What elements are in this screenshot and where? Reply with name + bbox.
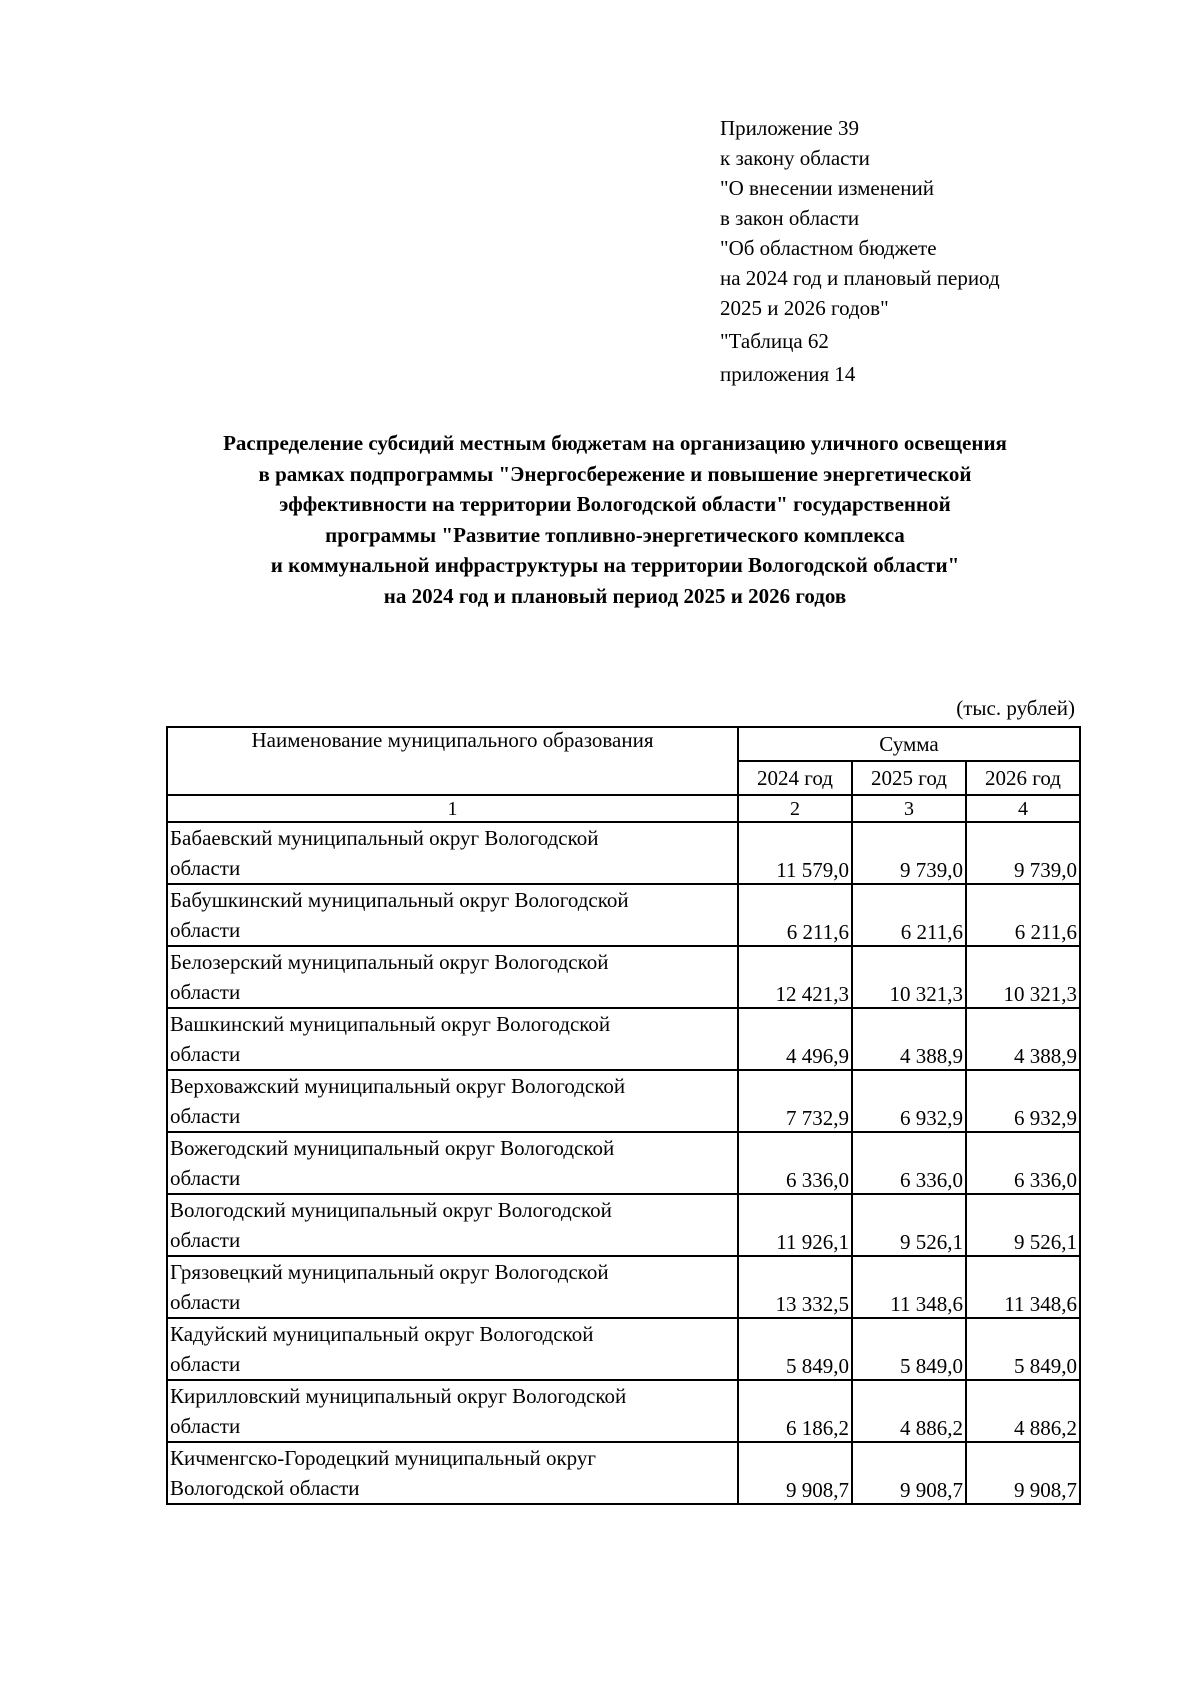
table-row: [167, 1256, 1080, 1318]
title-line: и коммунальной инфраструктуры на территории Вологодской области": [270, 553, 960, 577]
table-row: [167, 1442, 1080, 1504]
title-line: на 2024 год и плановый период 2025 и 2026 годов: [383, 583, 847, 608]
title-line: эффективности на территории Вологодской области" государственной: [279, 492, 951, 516]
amount-2026: 9 526,1: [966, 1194, 1080, 1256]
name-line: Вашкинский муниципальный округ Вологодской: [170, 1012, 611, 1036]
name-line: области: [170, 1414, 241, 1438]
municipality-name: [167, 884, 738, 946]
name-line: Бабаевский муниципальный округ Вологодской: [170, 826, 599, 850]
header-sum: Сумма: [738, 727, 1080, 761]
header-index: 3: [852, 795, 966, 822]
amount-2025: 9 908,7: [852, 1442, 966, 1504]
municipality-name: [167, 1442, 738, 1504]
amount-2026: 10 321,3: [966, 946, 1080, 1008]
table-row: [167, 1194, 1080, 1256]
header-year-2024: 2024 год: [738, 761, 852, 795]
appendix-line: Приложение 39: [720, 116, 859, 140]
name-line: области: [170, 1290, 241, 1314]
name-line: Верховажский муниципальный округ Вологодской: [170, 1074, 626, 1098]
title-line: Распределение субсидий местным бюджетам на организацию уличного освещения: [223, 431, 1007, 455]
name-line: области: [170, 1166, 241, 1190]
name-line: области: [170, 1228, 241, 1252]
name-line: области: [170, 856, 241, 880]
amount-2026: 11 348,6: [966, 1256, 1080, 1318]
amount-2025: 6 336,0: [852, 1132, 966, 1194]
municipality-name: [167, 1194, 738, 1256]
municipality-name: [167, 1132, 738, 1194]
subsidy-table: [166, 726, 1081, 1505]
appendix-line: на 2024 год и плановый период: [720, 266, 1000, 290]
amount-2026: 9 908,7: [966, 1442, 1080, 1504]
table-row: [167, 884, 1080, 946]
amount-2024: 13 332,5: [738, 1256, 852, 1318]
header-index: 2: [738, 795, 852, 822]
header-name: Наименование муниципального образования: [167, 727, 738, 795]
amount-2025: 5 849,0: [852, 1318, 966, 1380]
amount-2026: 4 886,2: [966, 1380, 1080, 1442]
name-line: Кичменгско-Городецкий муниципальный округ: [170, 1446, 596, 1470]
municipality-name: [167, 1256, 738, 1318]
header-index: 4: [966, 795, 1080, 822]
appendix-line: к закону области: [720, 146, 870, 170]
name-line: области: [170, 1042, 241, 1066]
table-row: [167, 822, 1080, 884]
municipality-name: [167, 822, 738, 884]
amount-2024: 9 908,7: [738, 1442, 852, 1504]
amount-2025: 9 739,0: [852, 822, 966, 884]
amount-2026: 5 849,0: [966, 1318, 1080, 1380]
name-line: области: [170, 1104, 241, 1128]
title-line: программы "Развитие топливно-энергетического комплекса: [325, 522, 905, 547]
table-row: [167, 1008, 1080, 1070]
title-line: в рамках подпрограммы "Энергосбережение и повышение энергетической: [258, 461, 972, 486]
amount-2024: 6 186,2: [738, 1380, 852, 1442]
name-line: области: [170, 918, 241, 942]
name-line: области: [170, 1352, 241, 1376]
amount-2024: 5 849,0: [738, 1318, 852, 1380]
appendix-line: в закон области: [720, 206, 860, 230]
amount-2026: 6 932,9: [966, 1070, 1080, 1132]
amount-2025: 6 932,9: [852, 1070, 966, 1132]
unit-label: (тыс. рублей): [956, 696, 1075, 720]
amount-2026: 6 211,6: [966, 884, 1080, 946]
header-index: 1: [167, 795, 738, 822]
amount-2025: 4 388,9: [852, 1008, 966, 1070]
amount-2024: 11 579,0: [738, 822, 852, 884]
name-line: Бабушкинский муниципальный округ Вологодской: [170, 888, 629, 912]
amount-2025: 9 526,1: [852, 1194, 966, 1256]
amount-2024: 7 732,9: [738, 1070, 852, 1132]
municipality-name: [167, 1380, 738, 1442]
amount-2024: 12 421,3: [738, 946, 852, 1008]
amount-2024: 11 926,1: [738, 1194, 852, 1256]
table-row: [167, 1132, 1080, 1194]
name-line: Белозерский муниципальный округ Вологодской: [170, 950, 609, 974]
table-row: [167, 1070, 1080, 1132]
municipality-name: [167, 1070, 738, 1132]
header-year-2025: 2025 год: [852, 761, 966, 795]
amount-2025: 11 348,6: [852, 1256, 966, 1318]
amount-2025: 4 886,2: [852, 1380, 966, 1442]
appendix-line: "О внесении изменений: [720, 176, 934, 200]
municipality-name: [167, 946, 738, 1008]
document-title: [150, 428, 1080, 611]
amount-2024: 4 496,9: [738, 1008, 852, 1070]
appendix-line: 2025 и 2026 годов": [720, 296, 889, 320]
appendix-reference: [720, 113, 1000, 389]
table-row: [167, 946, 1080, 1008]
amount-2025: 10 321,3: [852, 946, 966, 1008]
amount-2026: 4 388,9: [966, 1008, 1080, 1070]
table-row: [167, 1380, 1080, 1442]
table-row: [167, 1318, 1080, 1380]
amount-2024: 6 336,0: [738, 1132, 852, 1194]
name-line: Вологодский муниципальный округ Вологодской: [170, 1198, 612, 1222]
name-line: Вожегодский муниципальный округ Вологодской: [170, 1136, 615, 1160]
name-line: Грязовецкий муниципальный округ Вологодской: [170, 1260, 609, 1284]
header-year-2026: 2026 год: [966, 761, 1080, 795]
municipality-name: [167, 1008, 738, 1070]
name-line: Кадуйский муниципальный округ Вологодской: [170, 1322, 594, 1346]
appendix-line: приложения 14: [720, 362, 856, 386]
amount-2026: 6 336,0: [966, 1132, 1080, 1194]
amount-2025: 6 211,6: [852, 884, 966, 946]
municipality-name: [167, 1318, 738, 1380]
appendix-line: "Об областном бюджете: [720, 236, 937, 260]
name-line: области: [170, 980, 241, 1004]
name-line: Вологодской области: [170, 1476, 360, 1500]
name-line: Кирилловский муниципальный округ Вологодской: [170, 1384, 627, 1408]
amount-2026: 9 739,0: [966, 822, 1080, 884]
appendix-line: "Таблица 62: [720, 329, 829, 353]
amount-2024: 6 211,6: [738, 884, 852, 946]
